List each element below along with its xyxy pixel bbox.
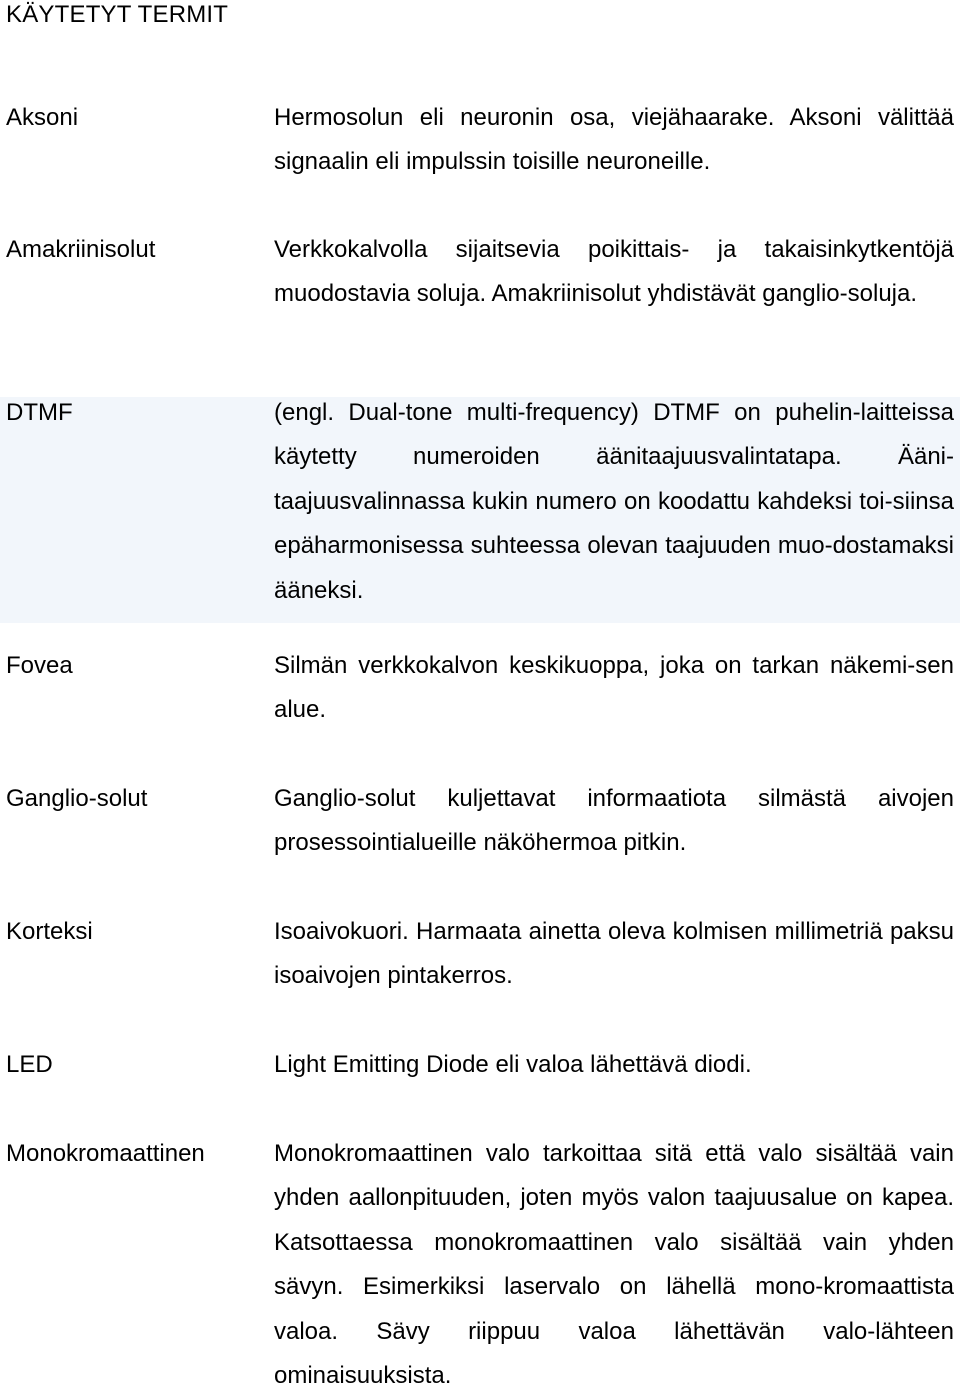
glossary-entry [0, 96, 960, 186]
glossary-definition: Light Emitting Diode eli valoa lähettävä diodi. [274, 1051, 752, 1078]
glossary-definition: Verkkokalvolla sijaitsevia poikittais- ja takaisinkytkentöjä muodostavia soluja. Amakriinisolut yhdistävät ganglio-soluja. [274, 236, 954, 308]
glossary-entry [0, 1132, 960, 1390]
glossary-term: Fovea [6, 652, 73, 679]
glossary-definition: Isoaivokuori. Harmaata ainetta oleva kolmisen millimetriä paksu isoaivojen pintakerros. [274, 918, 954, 990]
glossary-term: Ganglio-solut [6, 785, 148, 812]
glossary-term: Aksoni [6, 104, 79, 131]
glossary-definition: Ganglio-solut kuljettavat informaatiota silmästä aivojen prosessointialueille näköhermoa pitkin. [274, 785, 954, 857]
glossary-entry [0, 644, 960, 734]
glossary-term: DTMF [6, 399, 73, 426]
glossary-term: Amakriinisolut [6, 236, 156, 263]
glossary-entry [0, 228, 960, 362]
glossary-entry [0, 777, 960, 867]
glossary-term: Korteksi [6, 918, 93, 945]
page-title: KÄYTETYT TERMIT [6, 1, 229, 28]
glossary-definition: (engl. Dual-tone multi-frequency) DTMF on puhelin-laitteissa käytetty numeroiden äänitaajuusvalintatapa. Ääni-taajuusvalinnassa kukin numero on koodattu kahdeksi toi-siinsa epäharmonisessa suhteessa olevan taajuuden muo-dostamaksi ääneksi. [274, 399, 954, 604]
glossary-term: Monokromaattinen [6, 1140, 205, 1167]
glossary-entry [0, 397, 960, 623]
glossary-definition: Silmän verkkokalvon keskikuoppa, joka on tarkan näkemi-sen alue. [274, 652, 954, 724]
glossary-term: LED [6, 1051, 53, 1078]
glossary-entry [0, 910, 960, 1000]
glossary-definition: Monokromaattinen valo tarkoittaa sitä että valo sisältää vain yhden aallonpituuden, joten myös valon taajuusalue on kapea. Katsottaessa monokromaattinen valo sisältää vain yhden sävyn. Esimerkiksi laservalo on lähellä mono-kromaattista valoa. Sävy riippuu valoa lähettävän valo-lähteen ominaisuuksista. [274, 1140, 954, 1390]
glossary-definition: Hermosolun eli neuronin osa, viejähaarake. Aksoni välittää signaalin eli impulssin toisille neuroneille. [274, 104, 954, 176]
glossary-entry [0, 1043, 960, 1089]
